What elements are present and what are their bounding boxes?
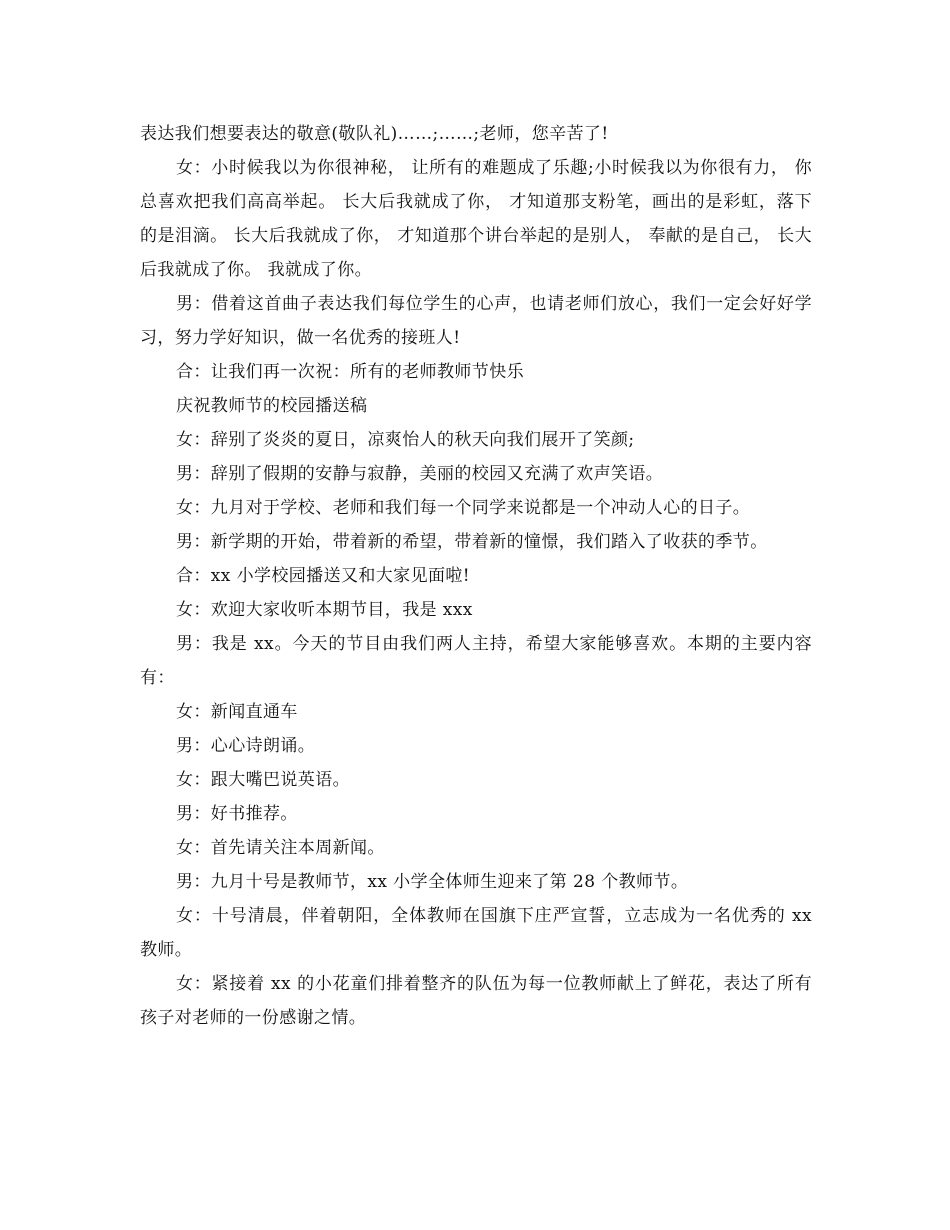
paragraph: 女：首先请关注本周新闻。 [176,838,385,858]
paragraph: 女：小时候我以为你很神秘， 让所有的难题成了乐趣;小时候我以为你很有力， 你总喜欢把我们高高举起。 长大后我就成了你， 才知道那支粉笔，画出的是彩虹，落下的是泪滴。 长大后我就成了你， 才知道那个讲台举起的是别人， 奉献的是自己， 长大后我就成了你。 我就成了你。 [140,158,812,280]
paragraph: 女：十号清晨，伴着朝阳，全体教师在国旗下庄严宣誓，立志成为一名优秀的 xx 教师。 [140,906,812,960]
paragraph: 女：辞别了炎炎的夏日，凉爽怡人的秋天向我们展开了笑颜; [176,430,635,450]
paragraph: 女：紧接着 xx 的小花童们排着整齐的队伍为每一位教师献上了鲜花，表达了所有孩子对老师的一份感谢之情。 [140,974,812,1028]
paragraph: 男：我是 xx。今天的节目由我们两人主持，希望大家能够喜欢。本期的主要内容有： [140,634,812,688]
section-title: 庆祝教师节的校园播送稿 [176,396,368,416]
paragraph: 男：辞别了假期的安静与寂静，美丽的校园又充满了欢声笑语。 [176,464,664,484]
paragraph: 女：新闻直通车 [176,702,298,722]
paragraph: 男：心心诗朗诵。 [176,736,316,756]
paragraph: 男：九月十号是教师节，xx 小学全体师生迎来了第 28 个教师节。 [176,872,689,892]
paragraph: 女：九月对于学校、老师和我们每一个同学来说都是一个冲动人心的日子。 [176,498,751,518]
paragraph: 合：xx 小学校园播送又和大家见面啦! [176,566,471,586]
paragraph: 男：新学期的开始，带着新的希望，带着新的憧憬，我们踏入了收获的季节。 [176,532,768,552]
paragraph: 男：好书推荐。 [176,804,298,824]
paragraph: 表达我们想要表达的敬意(敬队礼)……;……;老师，您辛苦了! [140,124,609,144]
paragraph: 女：欢迎大家收听本期节目，我是 xxx [176,600,473,620]
paragraph: 男：借着这首曲子表达我们每位学生的心声，也请老师们放心，我们一定会好好学习，努力学好知识，做一名优秀的接班人! [140,294,812,348]
document-page [140,117,812,1035]
paragraph: 合：让我们再一次祝：所有的老师教师节快乐 [176,362,524,382]
paragraph: 女：跟大嘴巴说英语。 [176,770,350,790]
